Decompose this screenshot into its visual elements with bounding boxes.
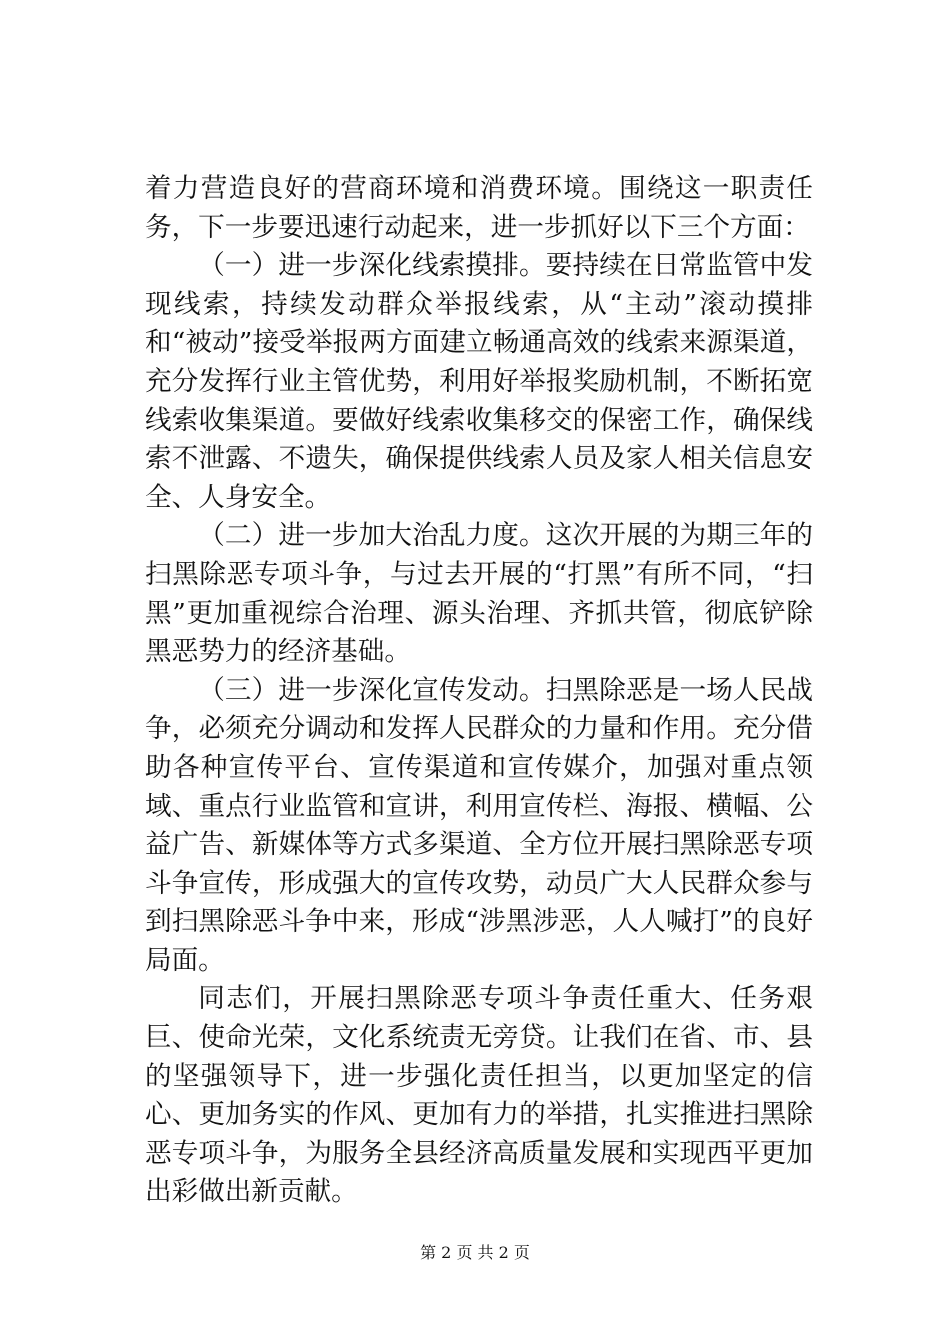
- paragraph-item-3: （三）进一步深化宣传发动。扫黑除恶是一场人民战争，必须充分调动和发挥人民群众的力量和作用。充分借助各种宣传平台、宣传渠道和宣传媒介，加强对重点领域、重点行业监管和宣讲，利用宣传栏、海报、横幅、公益广告、新媒体等方式多渠道、全方位开展扫黑除恶专项斗争宣传，形成强大的宣传攻势，动员广大人民群众参与到扫黑除恶斗争中来，形成“涉黑涉恶，人人喊打”的良好局面。: [145, 674, 813, 976]
- paragraph-continuation: 着力营造良好的营商环境和消费环境。围绕这一职责任务，下一步要迅速行动起来，进一步抓好以下三个方面：: [145, 173, 813, 243]
- paragraph-closing: 同志们，开展扫黑除恶专项斗争责任重大、任务艰巨、使命光荣，文化系统责无旁贷。让我们在省、市、县的坚强领导下，进一步强化责任担当，以更加坚定的信心、更加务实的作风、更加有力的举措，扎实推进扫黑除恶专项斗争，为服务全县经济高质量发展和实现西平更加出彩做出新贡献。: [145, 983, 813, 1208]
- paragraph-item-2: （二）进一步加大治乱力度。这次开展的为期三年的扫黑除恶专项斗争，与过去开展的“打黑”有所不同，“扫黑”更加重视综合治理、源头治理、齐抓共管，彻底铲除黑恶势力的经济基础。: [145, 520, 813, 668]
- document-body: [145, 170, 813, 1212]
- paragraph-item-1: （一）进一步深化线索摸排。要持续在日常监管中发现线索，持续发动群众举报线索，从“主动”滚动摸排和“被动”接受举报两方面建立畅通高效的线索来源渠道，充分发挥行业主管优势，利用好举报奖励机制，不断拓宽线索收集渠道。要做好线索收集移交的保密工作，确保线索不泄露、不遗失，确保提供线索人员及家人相关信息安全、人身安全。: [145, 250, 813, 513]
- page-number-footer: 第 2 页 共 2 页: [420, 1243, 530, 1262]
